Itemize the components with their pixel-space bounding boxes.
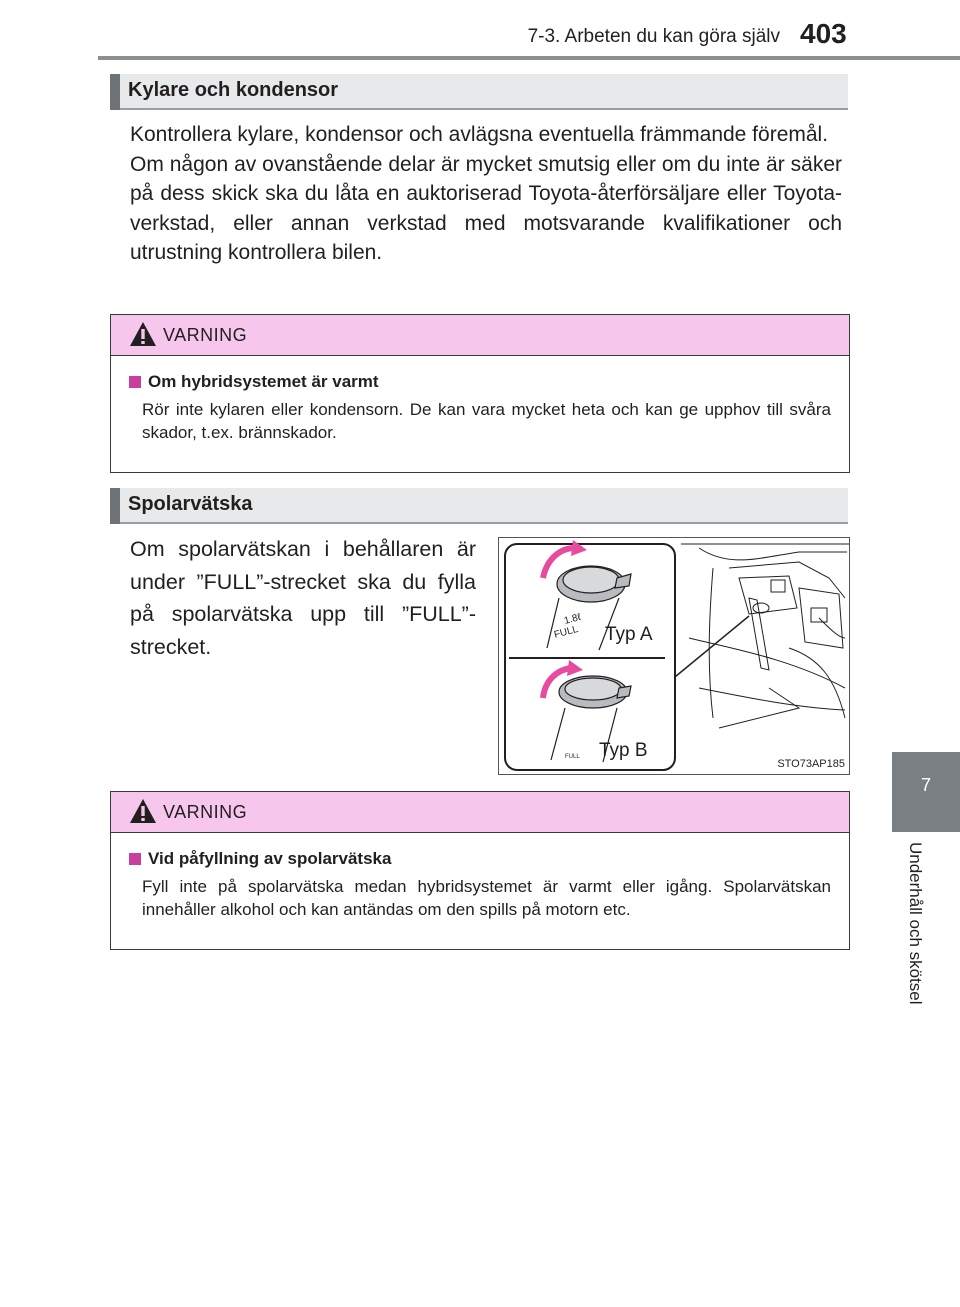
chapter-title-vertical: [903, 842, 923, 1042]
warning-triangle-icon: [129, 798, 157, 824]
full-mark-b: FULL: [565, 754, 580, 760]
section-heading-text: Kylare och kondensor: [128, 79, 339, 101]
warning-subtitle-text: Vid påfyllning av spolarvätska: [148, 849, 392, 868]
section-heading-kylare: [110, 74, 848, 110]
warning-title: VARNING: [163, 325, 248, 345]
paragraph: Om någon av ovanstående delar är mycket smutsig eller om du inte är säker på dess skick ska du låta en auktoriserad Toyota-återförsäljare eller Toyota-verkstad, eller annan verkstad med motsvarande kvalifikationer och utrustning kontrollera bilen.: [130, 152, 842, 264]
chapter-title: Underhåll och skötsel: [906, 842, 925, 1005]
warning-subtitle-text: Om hybridsystemet är varmt: [148, 372, 379, 391]
paragraph: Kontrollera kylare, kondensor och avlägsna eventuella främmande föremål.: [130, 123, 829, 146]
warning-subtitle: [129, 849, 831, 869]
chapter-number: 7: [920, 775, 931, 795]
warning-header: [111, 792, 849, 833]
warning-triangle-icon: [129, 321, 157, 347]
warning-title: VARNING: [163, 802, 248, 822]
figure-code: STO73AP185: [777, 758, 845, 770]
bullet-square-icon: [129, 853, 141, 865]
warning-box-washer-fill: [110, 791, 850, 950]
figure-label-type-b: Typ B: [599, 740, 648, 761]
header-rule: [98, 56, 960, 60]
volume-mark: 1.8ℓ: [562, 611, 583, 627]
warning-box-hybrid-hot: [110, 314, 850, 473]
washer-fluid-illustration: [498, 537, 850, 775]
page-number: 403: [800, 18, 847, 49]
section-body-spolarvatska: [130, 533, 476, 663]
warning-subtitle: [129, 372, 831, 392]
section-heading-bar: [110, 74, 120, 110]
warning-header: [111, 315, 849, 356]
section-heading-text: Spolarvätska: [128, 493, 253, 515]
running-header-section: 7-3. Arbeten du kan göra själv: [527, 26, 780, 47]
washer-reservoir-drawing: [499, 538, 849, 774]
section-heading-spolarvatska: [110, 488, 848, 524]
bullet-square-icon: [129, 376, 141, 388]
section-body-kylare: [130, 120, 842, 268]
figure-label-type-a: Typ A: [605, 624, 653, 645]
warning-body: [111, 833, 849, 939]
paragraph: Om spolarvätskan i behållaren är under ”FULL”-strecket ska du fylla på spolarvätska upp till ”FULL”-strecket.: [130, 537, 476, 659]
full-mark-a: FULL: [552, 623, 580, 641]
warning-text: Rör inte kylaren eller kondensorn. De kan vara mycket heta och kan ge upphov till svåra skador, t.ex. brännskador.: [142, 400, 831, 442]
warning-text: Fyll inte på spolarvätska medan hybridsystemet är varmt eller igång. Spolarvätskan innehåller alkohol och kan antändas om den spills på motorn etc.: [142, 877, 831, 919]
section-heading-bar: [110, 488, 120, 524]
warning-body: [111, 356, 849, 462]
